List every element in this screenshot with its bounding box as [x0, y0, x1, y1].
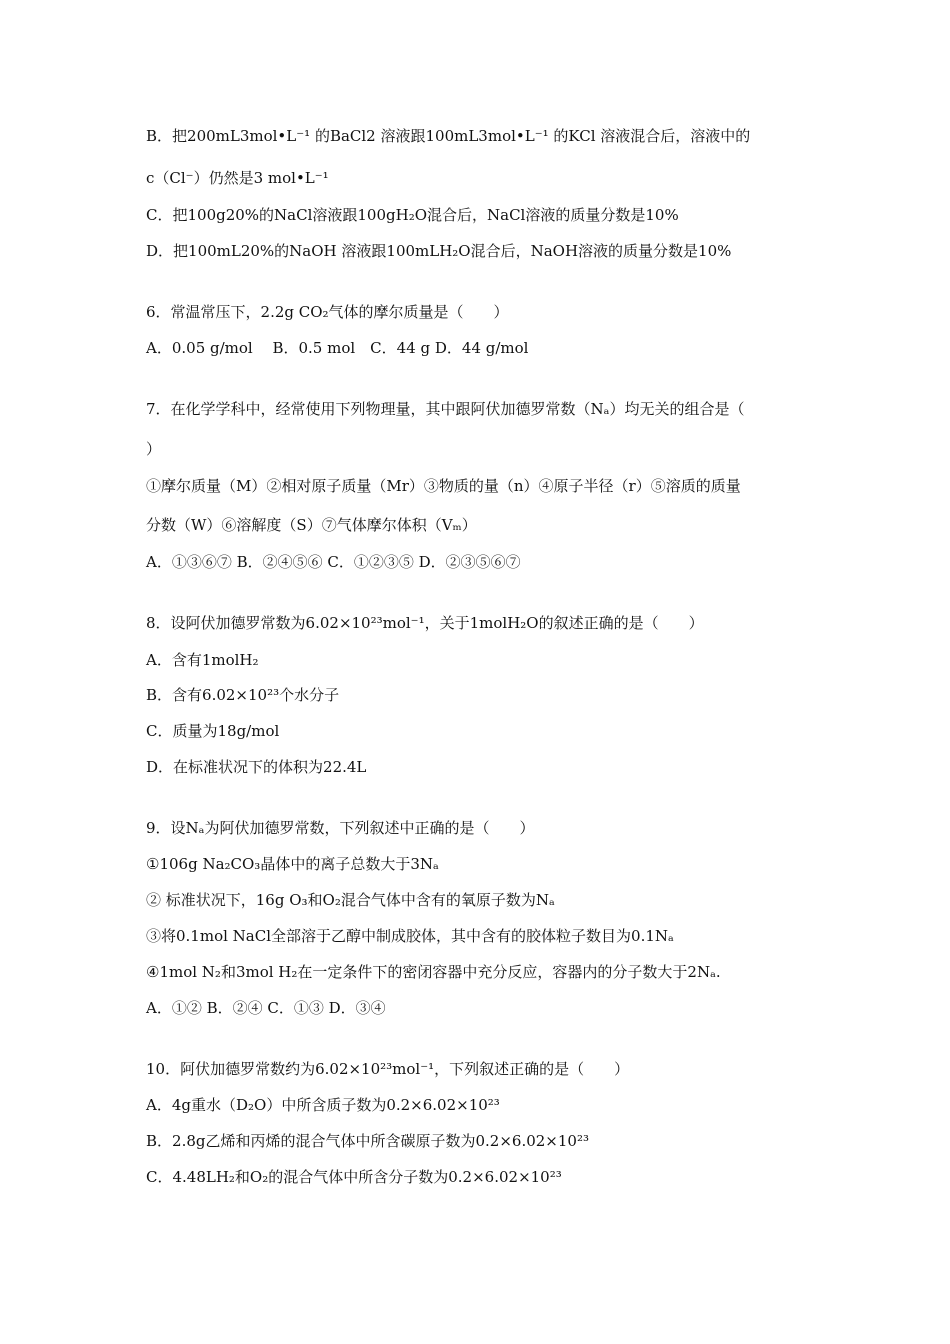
options-9: A．①② B．②④ C．①③ D．③④: [146, 999, 386, 1017]
option-5b-line1: B．把200mL3mol•L⁻¹ 的BaCl2 溶液跟100mL3mol•L⁻¹ 的KCl 溶液混合后，溶液中的: [146, 127, 751, 145]
question-7-line2: ）: [146, 440, 162, 458]
options-7: A．①③⑥⑦ B．②④⑤⑥ C．①②③⑤ D．②③⑤⑥⑦: [146, 553, 521, 571]
option-8a: A．含有1molH₂: [146, 651, 259, 669]
question-8: 8．设阿伏加德罗常数为6.02×10²³mol⁻¹，关于1molH₂O的叙述正确的是（ ）: [146, 614, 704, 632]
statement-9-1: ①106g Na₂CO₃晶体中的离子总数大于3Nₐ: [146, 855, 439, 873]
option-10b: B．2.8g乙烯和丙烯的混合气体中所含碳原子数为0.2×6.02×10²³: [146, 1132, 589, 1150]
option-8b: B．含有6.02×10²³个水分子: [146, 686, 340, 704]
option-10a: A．4g重水（D₂O）中所含质子数为0.2×6.02×10²³: [146, 1096, 500, 1114]
statement-9-2: ② 标准状况下，16g O₃和O₂混合气体中含有的氧原子数为Nₐ: [146, 891, 555, 909]
question-7-line4: 分数（W）⑥溶解度（S）⑦气体摩尔体积（Vₘ）: [146, 516, 477, 534]
question-6: 6．常温常压下，2.2g CO₂气体的摩尔质量是（ ）: [146, 303, 509, 321]
option-5d: D．把100mL20%的NaOH 溶液跟100mLH₂O混合后，NaOH溶液的质量分数是10%: [146, 242, 732, 260]
option-5b-line2: c（Cl⁻）仍然是3 mol•L⁻¹: [146, 169, 329, 187]
statement-9-4: ④1mol N₂和3mol H₂在一定条件下的密闭容器中充分反应，容器内的分子数大于2Nₐ.: [146, 963, 721, 981]
option-8c: C．质量为18g/mol: [146, 722, 280, 740]
question-10: 10．阿伏加德罗常数约为6.02×10²³mol⁻¹，下列叙述正确的是（ ）: [146, 1060, 630, 1078]
option-8d: D．在标准状况下的体积为22.4L: [146, 758, 367, 776]
option-5c: C．把100g20%的NaCl溶液跟100gH₂O混合后，NaCl溶液的质量分数是10%: [146, 206, 679, 224]
statement-9-3: ③将0.1mol NaCl全部溶于乙醇中制成胶体，其中含有的胶体粒子数目为0.1Nₐ: [146, 927, 674, 945]
question-7-line1: 7．在化学学科中，经常使用下列物理量，其中跟阿伏加德罗常数（Nₐ）均无关的组合是（: [146, 400, 745, 418]
question-9: 9．设Nₐ为阿伏加德罗常数，下列叙述中正确的是（ ）: [146, 819, 535, 837]
option-10c: C．4.48LH₂和O₂的混合气体中所含分子数为0.2×6.02×10²³: [146, 1168, 562, 1186]
options-6: A．0.05 g/mol B．0.5 mol C．44 g D．44 g/mol: [146, 339, 529, 357]
question-7-line3: ①摩尔质量（M）②相对原子质量（Mr）③物质的量（n）④原子半径（r）⑤溶质的质量: [146, 477, 741, 495]
